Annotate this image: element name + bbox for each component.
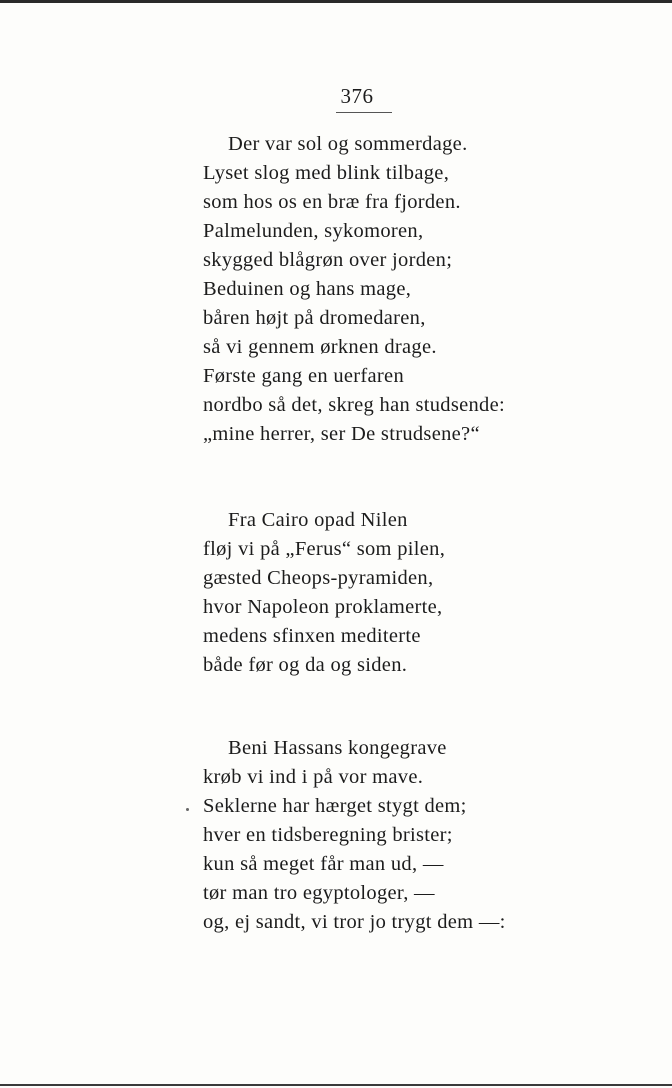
verse-line: Seklerne har hærget stygt dem; [203, 795, 467, 817]
verse-line: nordbo så det, skreg han studsende: [203, 394, 505, 416]
verse-line: tør man tro egyptologer, — [203, 882, 435, 904]
verse-line: hver en tidsberegning brister; [203, 824, 453, 846]
page-number: 376 [340, 84, 374, 108]
verse-line: Palmelunden, sykomoren, [203, 220, 424, 242]
verse-line: Første gang en uerfaren [203, 365, 404, 387]
verse-line: både før og da og siden. [203, 654, 408, 676]
page-number-underline [336, 112, 392, 113]
verse-line: „mine herrer, ser De strudsene?“ [203, 423, 480, 445]
verse-line: som hos os en bræ fra fjorden. [203, 191, 461, 213]
verse-line: så vi gennem ørknen drage. [203, 336, 437, 358]
verse-line: Lyset slog med blink tilbage, [203, 162, 450, 184]
verse-line: hvor Napoleon proklamerte, [203, 596, 443, 618]
verse-line: kun så meget får man ud, — [203, 853, 444, 875]
stanza-3 [203, 734, 506, 937]
verse-line: krøb vi ind i på vor mave. [203, 766, 424, 788]
verse-line: Der var sol og sommerdage. [228, 133, 468, 155]
verse-line: Fra Cairo opad Nilen [228, 509, 408, 531]
ink-speck [186, 808, 189, 811]
stanza-1 [203, 130, 505, 449]
verse-line: gæsted Cheops-pyramiden, [203, 567, 434, 589]
verse-line: båren højt på dromedaren, [203, 307, 426, 329]
verse-line: skygged blågrøn over jorden; [203, 249, 453, 271]
verse-line: medens sfinxen mediterte [203, 625, 421, 647]
bottom-edge-rule [0, 1084, 672, 1086]
verse-line: Beduinen og hans mage, [203, 278, 412, 300]
verse-line: fløj vi på „Ferus“ som pilen, [203, 538, 446, 560]
verse-line: og, ej sandt, vi tror jo trygt dem —: [203, 911, 506, 933]
verse-line: Beni Hassans kongegrave [228, 737, 447, 759]
top-edge-rule [0, 0, 672, 3]
stanza-2 [203, 506, 445, 680]
